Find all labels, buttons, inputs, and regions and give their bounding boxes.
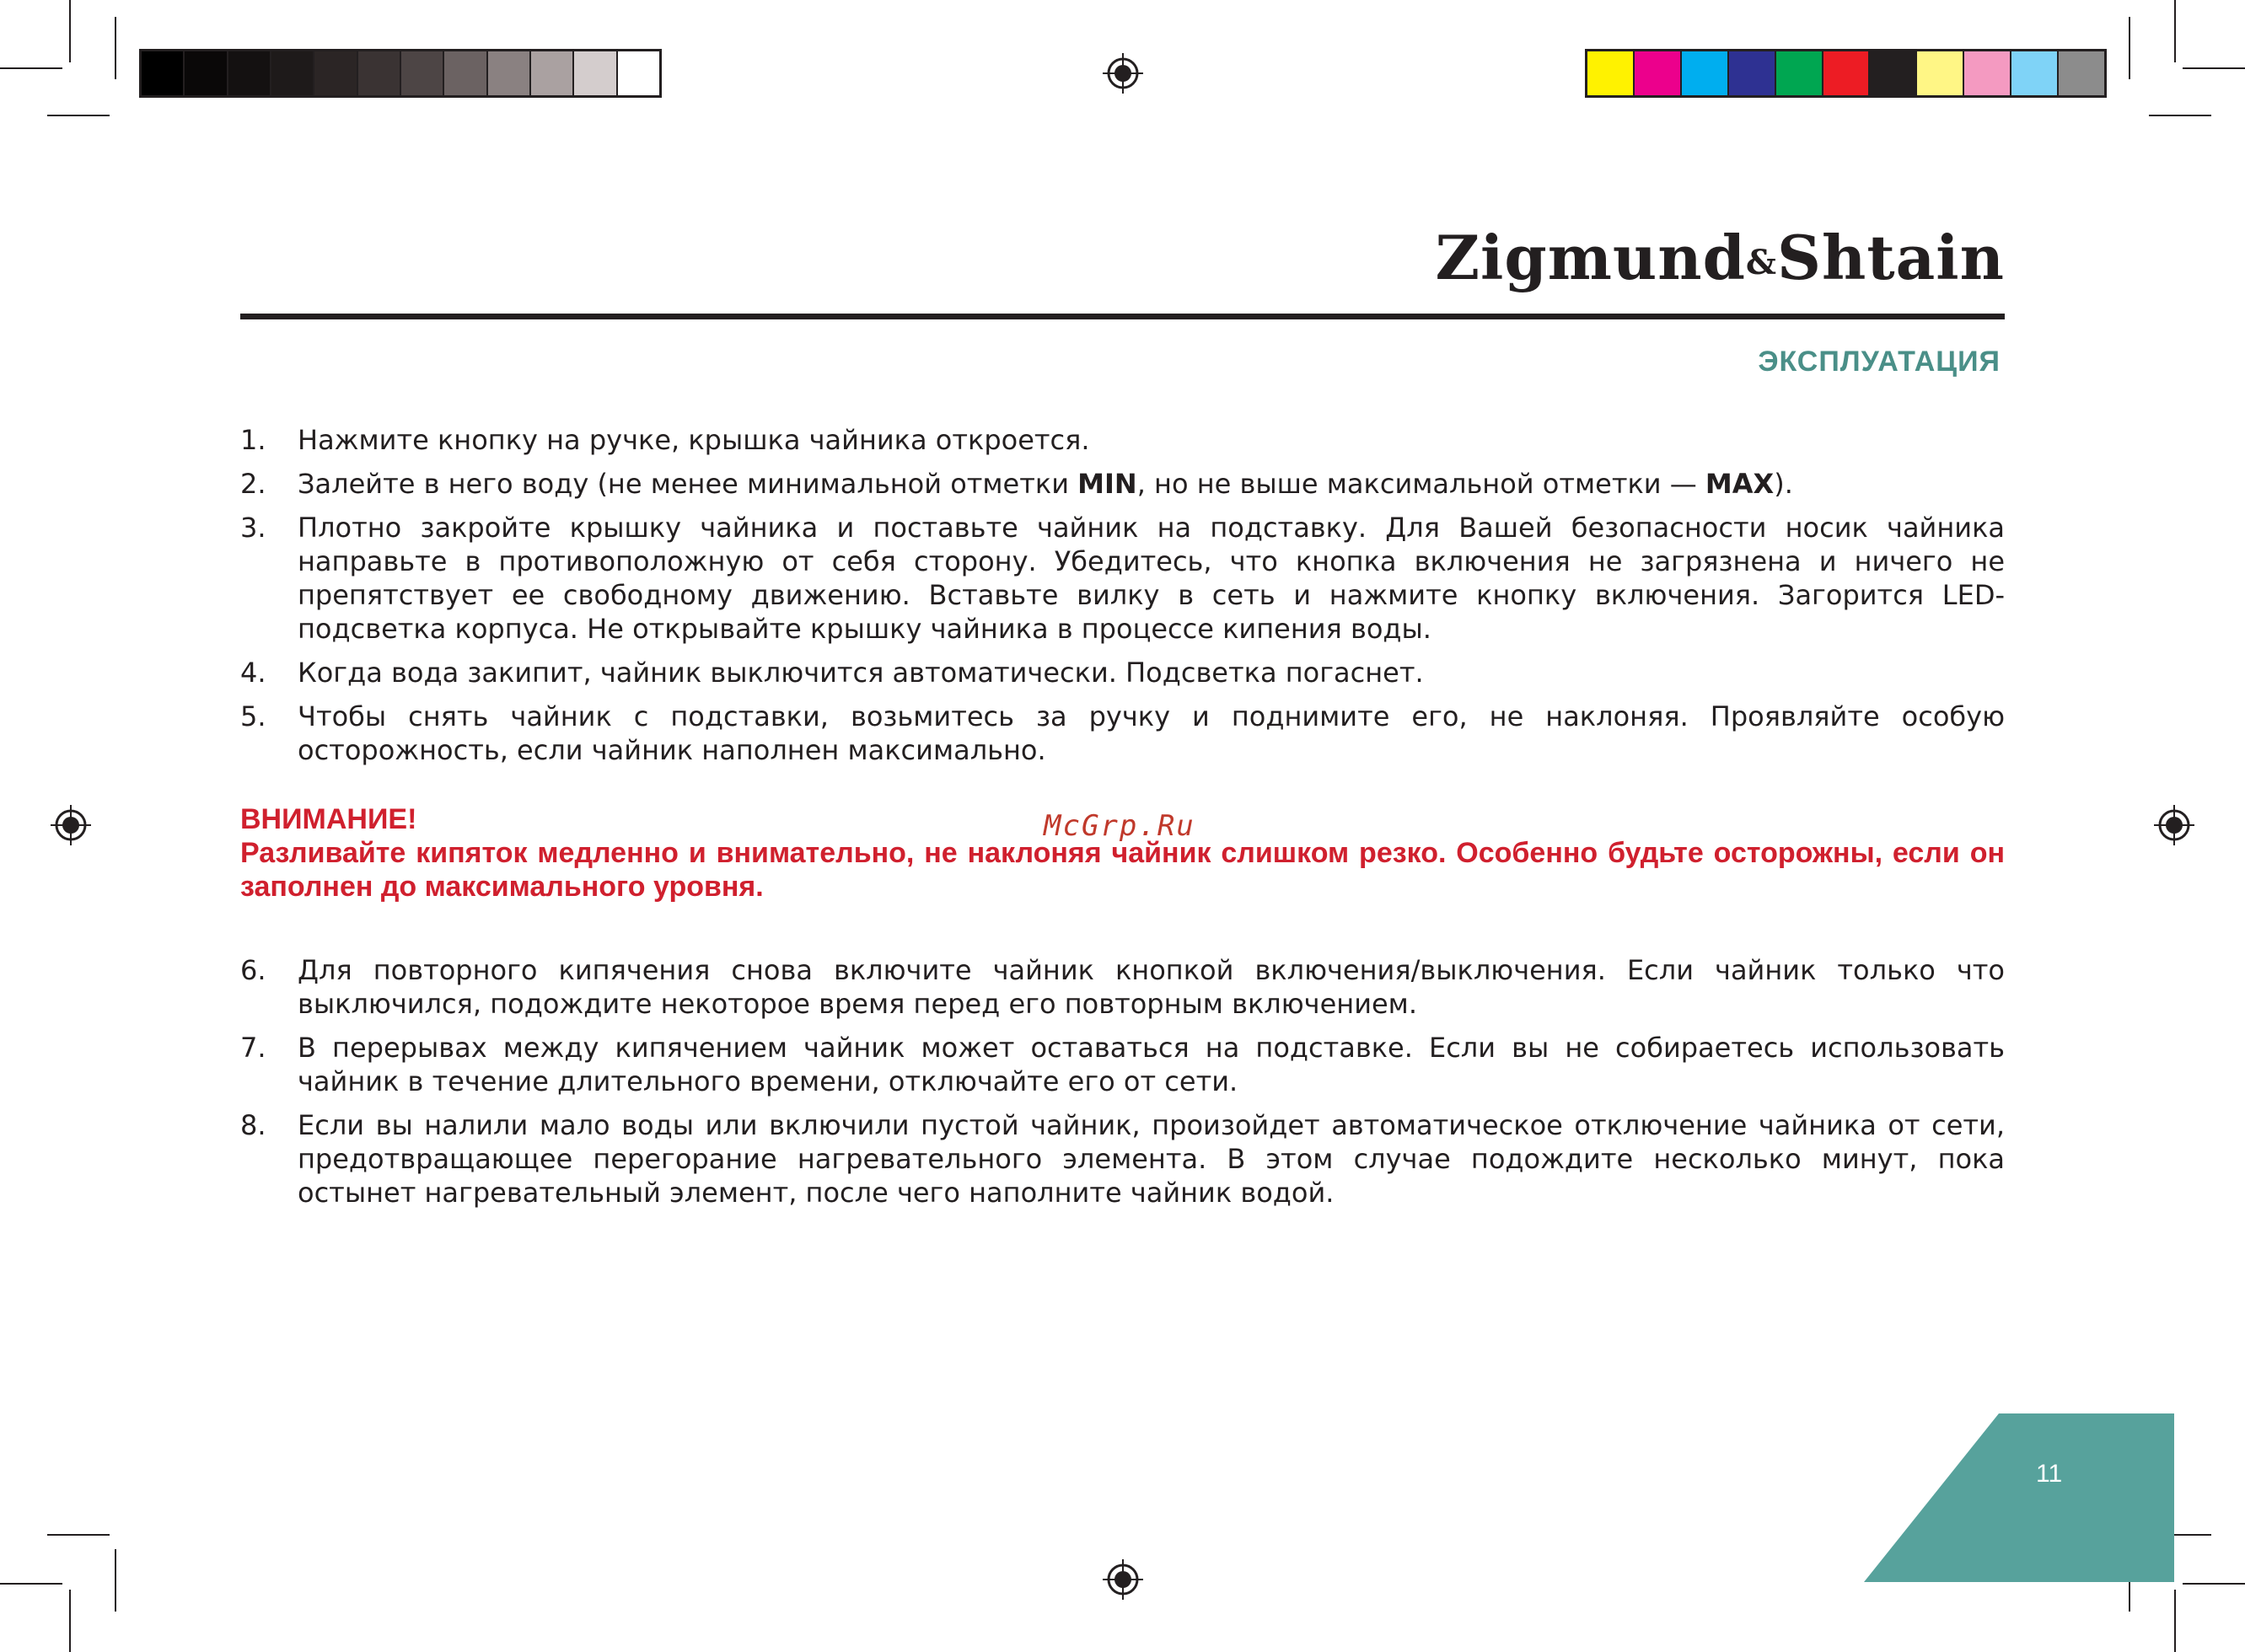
section-title: ЭКСПЛУАТАЦИЯ	[1758, 346, 2001, 378]
color-swatch	[401, 51, 444, 95]
color-swatch	[2011, 51, 2059, 95]
color-swatch	[142, 51, 185, 95]
registration-mark-icon	[2154, 805, 2194, 845]
crop-mark	[2129, 17, 2130, 79]
color-swatch	[1682, 51, 1729, 95]
color-swatch	[1729, 51, 1776, 95]
registration-mark-icon	[51, 805, 91, 845]
color-swatch	[1870, 51, 1917, 95]
instructions-list-part2	[240, 953, 2005, 1220]
color-swatch	[444, 51, 487, 95]
grayscale-color-bar	[139, 49, 662, 98]
list-item: 4. Когда вода закипит, чайник выключится автоматически. Подсветка погаснет.	[240, 657, 1424, 689]
header-divider	[240, 314, 2005, 319]
crop-mark	[2183, 1583, 2245, 1585]
list-item: 6. Для повторного кипячения снова включите чайник кнопкой включения/выключения. Если чайник только что выключился, подождите некоторое время перед его повторным включением.	[240, 954, 2005, 1020]
logo-left: Zigmund	[1435, 222, 1746, 293]
list-item: 1. Нажмите кнопку на ручке, крышка чайника откроется.	[240, 424, 1090, 456]
color-swatch	[1587, 51, 1635, 95]
color-swatch	[228, 51, 271, 95]
crop-mark	[69, 1590, 71, 1652]
list-item: 3. Плотно закройте крышку чайника и поставьте чайник на подставку. Для Вашей безопасности носик чайника направьте в противоположную от себя сторону. Убедитесь, что кнопка включения не загрязнена и ничего не препятствует ее свободному движению. Вставьте вилку в сеть и нажмите кнопку включения. Загорится LED-подсветка корпуса. Не открывайте крышку чайника в процессе кипения воды.	[240, 512, 2005, 645]
crop-mark	[47, 1534, 110, 1536]
color-swatch	[1823, 51, 1871, 95]
list-item: 5. Чтобы снять чайник с подставки, возьмитесь за ручку и поднимите его, не наклоняя. Проявляйте особую осторожность, если чайник наполнен максимально.	[240, 700, 2005, 766]
crop-mark	[115, 17, 116, 79]
color-swatch	[1776, 51, 1823, 95]
warning-title: ВНИМАНИЕ!	[240, 803, 417, 835]
color-swatch	[618, 51, 659, 95]
crop-mark	[2174, 0, 2176, 62]
page-number: 11	[2036, 1460, 2063, 1488]
crop-mark	[2183, 67, 2245, 69]
warning-text: Разливайте кипяток медленно и внимательно, не наклоняя чайник слишком резко. Особенно будьте осторожны, если он заполнен до максимального уровня.	[240, 837, 2005, 903]
crop-mark	[2149, 115, 2211, 116]
process-color-bar	[1585, 49, 2107, 98]
color-swatch	[358, 51, 401, 95]
crop-mark	[69, 0, 71, 62]
color-swatch	[271, 51, 314, 95]
color-swatch	[488, 51, 531, 95]
crop-mark	[0, 67, 62, 69]
color-swatch	[574, 51, 617, 95]
logo-right: Shtain	[1777, 222, 2005, 293]
crop-mark	[2174, 1590, 2176, 1652]
watermark: McGrp.Ru	[1044, 809, 1195, 843]
color-swatch	[314, 51, 357, 95]
instructions-list-part1	[240, 423, 2005, 777]
logo-amp: &	[1745, 243, 1778, 282]
registration-mark-icon	[1103, 1559, 1143, 1600]
color-swatch	[185, 51, 228, 95]
list-item: 2. Залейте в него воду (не менее минимальной отметки MIN, но не выше максимальной отметки — MAX).	[240, 468, 1793, 500]
brand-logo	[1435, 222, 2005, 293]
color-swatch	[1917, 51, 1964, 95]
crop-mark	[47, 115, 110, 116]
color-swatch	[531, 51, 574, 95]
registration-mark-icon	[1103, 53, 1143, 94]
crop-mark	[115, 1549, 116, 1612]
color-swatch	[1635, 51, 1682, 95]
color-swatch	[1964, 51, 2011, 95]
list-item: 7. В перерывах между кипячением чайник может оставаться на подставке. Если вы не собираетесь использовать чайник в течение длительного времени, отключайте его от сети.	[240, 1032, 2005, 1097]
page-corner-shape	[1864, 1413, 2174, 1582]
color-swatch	[2059, 51, 2104, 95]
list-item: 8. Если вы налили мало воды или включили пустой чайник, произойдет автоматическое отключение чайника от сети, предотвращающее перегорание нагревательного элемента. В этом случае подождите несколько минут, пока остынет нагревательный элемент, после чего наполните чайник водой.	[240, 1109, 2005, 1209]
crop-mark	[0, 1583, 62, 1585]
